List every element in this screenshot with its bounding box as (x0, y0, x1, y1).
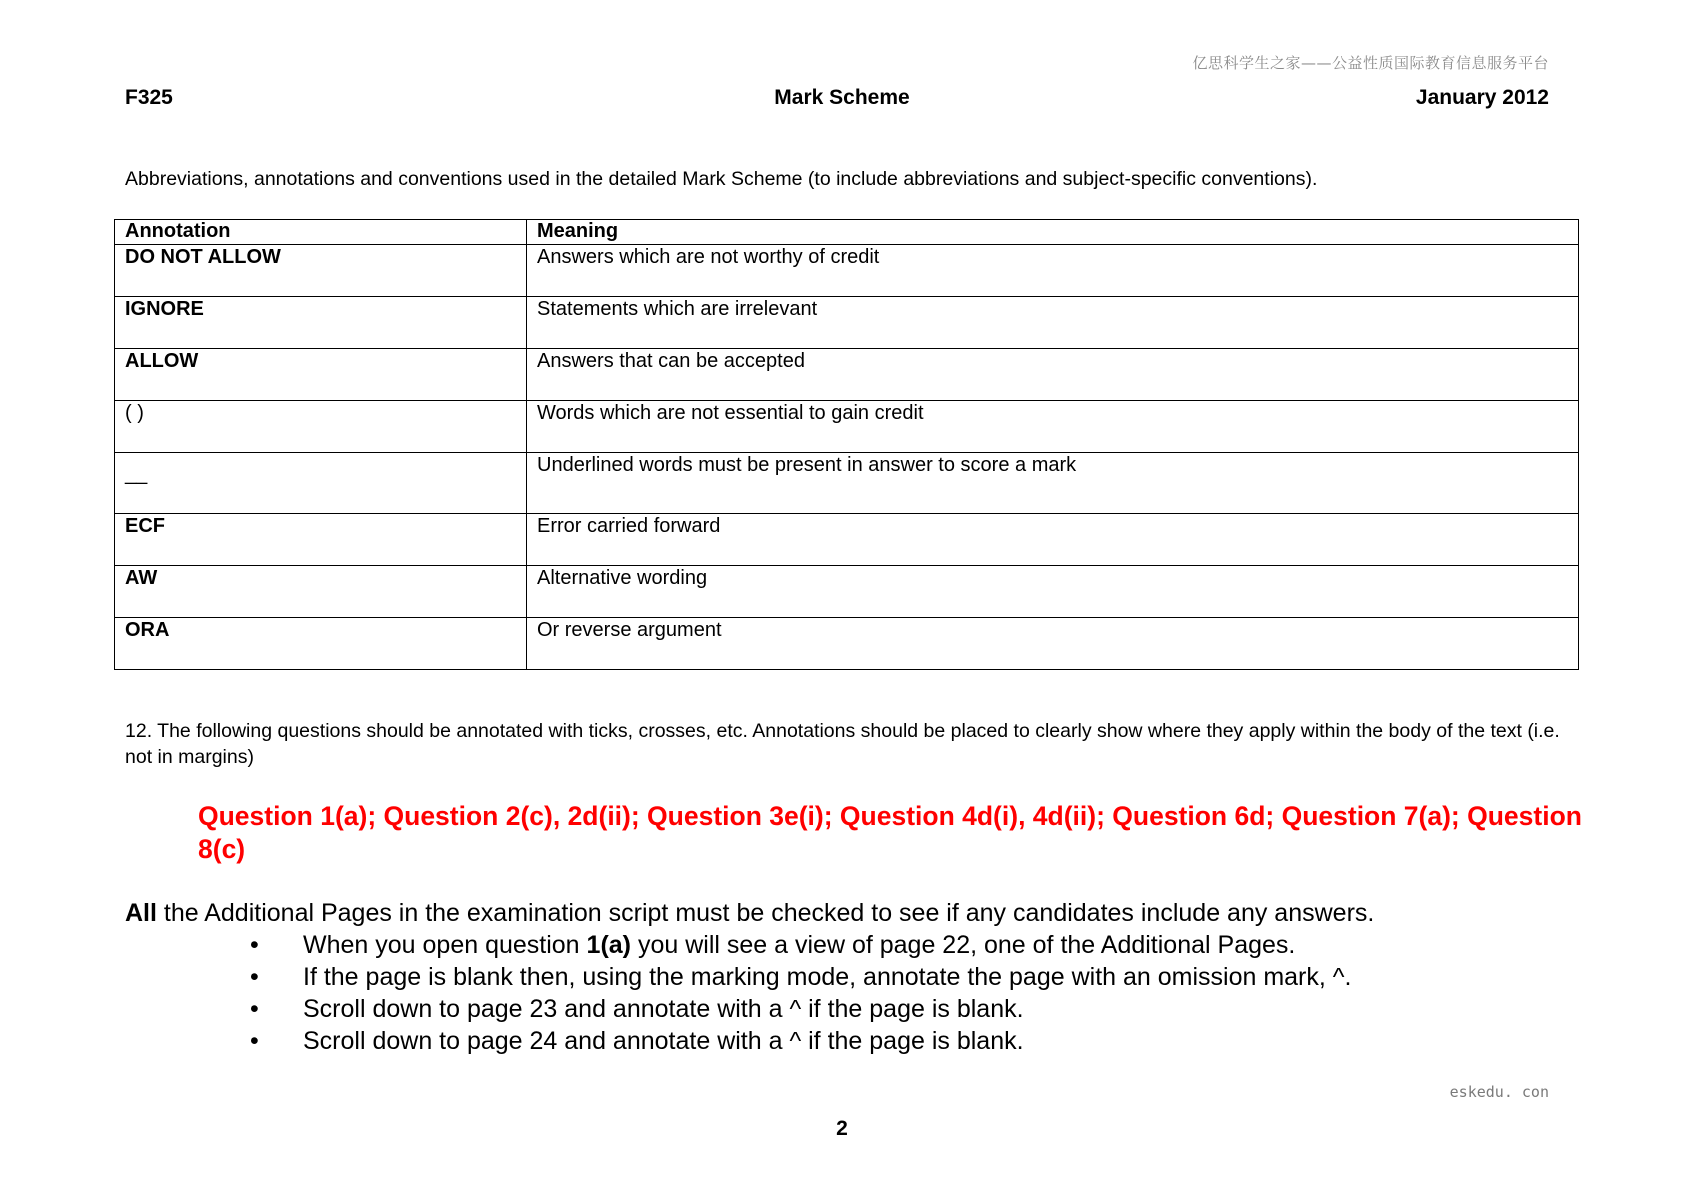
intro-text: Abbreviations, annotations and conventions used in the detailed Mark Scheme (to include abbreviations and subject-specific conventions). (125, 168, 1318, 190)
emphasis-all: All (125, 899, 157, 927)
instruction-paragraph-12: 12. The following questions should be annotated with ticks, crosses, etc. Annotations should be placed to clearly show where they apply within the body of the text (i.e. not in margins) (125, 720, 1560, 768)
bullet-text: When you open question (303, 931, 587, 959)
bullet-icon: • (250, 963, 259, 991)
list-item (250, 1025, 1351, 1057)
meaning-cell: Alternative wording (527, 566, 1579, 618)
annotation-cell: DO NOT ALLOW (115, 245, 527, 297)
meaning-cell: Answers that can be accepted (527, 349, 1579, 401)
meaning-cell: Answers which are not worthy of credit (527, 245, 1579, 297)
instruction-bullet-list (250, 929, 1351, 1057)
note-text: the Additional Pages in the examination script must be checked to see if any candidates include any answers. (156, 899, 1375, 927)
watermark-bottom: eskedu. con (1449, 1083, 1549, 1101)
table-row (115, 297, 1579, 349)
table-row (115, 401, 1579, 453)
bullet-icon: • (250, 995, 259, 1023)
bullet-text: If the page is blank then, using the marking mode, annotate the page with an omission mark, ^. (303, 963, 1352, 991)
bullet-text: Scroll down to page 23 and annotate with a ^ if the page is blank. (303, 995, 1024, 1023)
header-title: Mark Scheme (774, 86, 910, 109)
meaning-cell: Statements which are irrelevant (527, 297, 1579, 349)
page-number: 2 (836, 1117, 848, 1140)
annotation-cell: IGNORE (115, 297, 527, 349)
watermark-top: 亿思科学生之家——公益性质国际教育信息服务平台 (1192, 54, 1549, 72)
meaning-cell: Words which are not essential to gain credit (527, 401, 1579, 453)
column-header-annotation: Annotation (115, 220, 527, 245)
bullet-icon: • (250, 1027, 259, 1055)
meaning-cell: Or reverse argument (527, 618, 1579, 670)
list-item (250, 993, 1351, 1025)
header-date: January 2012 (1415, 86, 1549, 109)
bullet-text: Scroll down to page 24 and annotate with a ^ if the page is blank. (303, 1027, 1024, 1055)
annotation-cell: ( ) (115, 401, 527, 453)
annotation-cell: ORA (115, 618, 527, 670)
annotation-cell: ALLOW (115, 349, 527, 401)
meaning-cell: Error carried forward (527, 514, 1579, 566)
table-row (115, 618, 1579, 670)
bullet-question-ref: 1(a) (586, 931, 632, 959)
table-row (115, 453, 1579, 514)
list-item (250, 961, 1351, 993)
question-list: Question 1(a); Question 2(c), 2d(ii); Question 3e(i); Question 4d(i), 4d(ii); Question 6d; Question 7(a); Question 8(c) (198, 801, 1582, 864)
annotation-cell: AW (115, 566, 527, 618)
additional-pages-note (125, 899, 1374, 928)
table-row (115, 566, 1579, 618)
bullet-text: you will see a view of page 22, one of the Additional Pages. (631, 931, 1296, 959)
table-row (115, 245, 1579, 297)
list-item (250, 929, 1351, 961)
header-code: F325 (125, 86, 173, 109)
meaning-cell: Underlined words must be present in answer to score a mark (527, 453, 1579, 514)
bullet-icon: • (250, 931, 259, 959)
table-header-row (115, 220, 1579, 245)
annotation-cell: ECF (115, 514, 527, 566)
table-row (115, 349, 1579, 401)
annotation-cell: __ (115, 453, 527, 514)
annotations-table (114, 219, 1579, 670)
column-header-meaning: Meaning (527, 220, 1579, 245)
table-row (115, 514, 1579, 566)
